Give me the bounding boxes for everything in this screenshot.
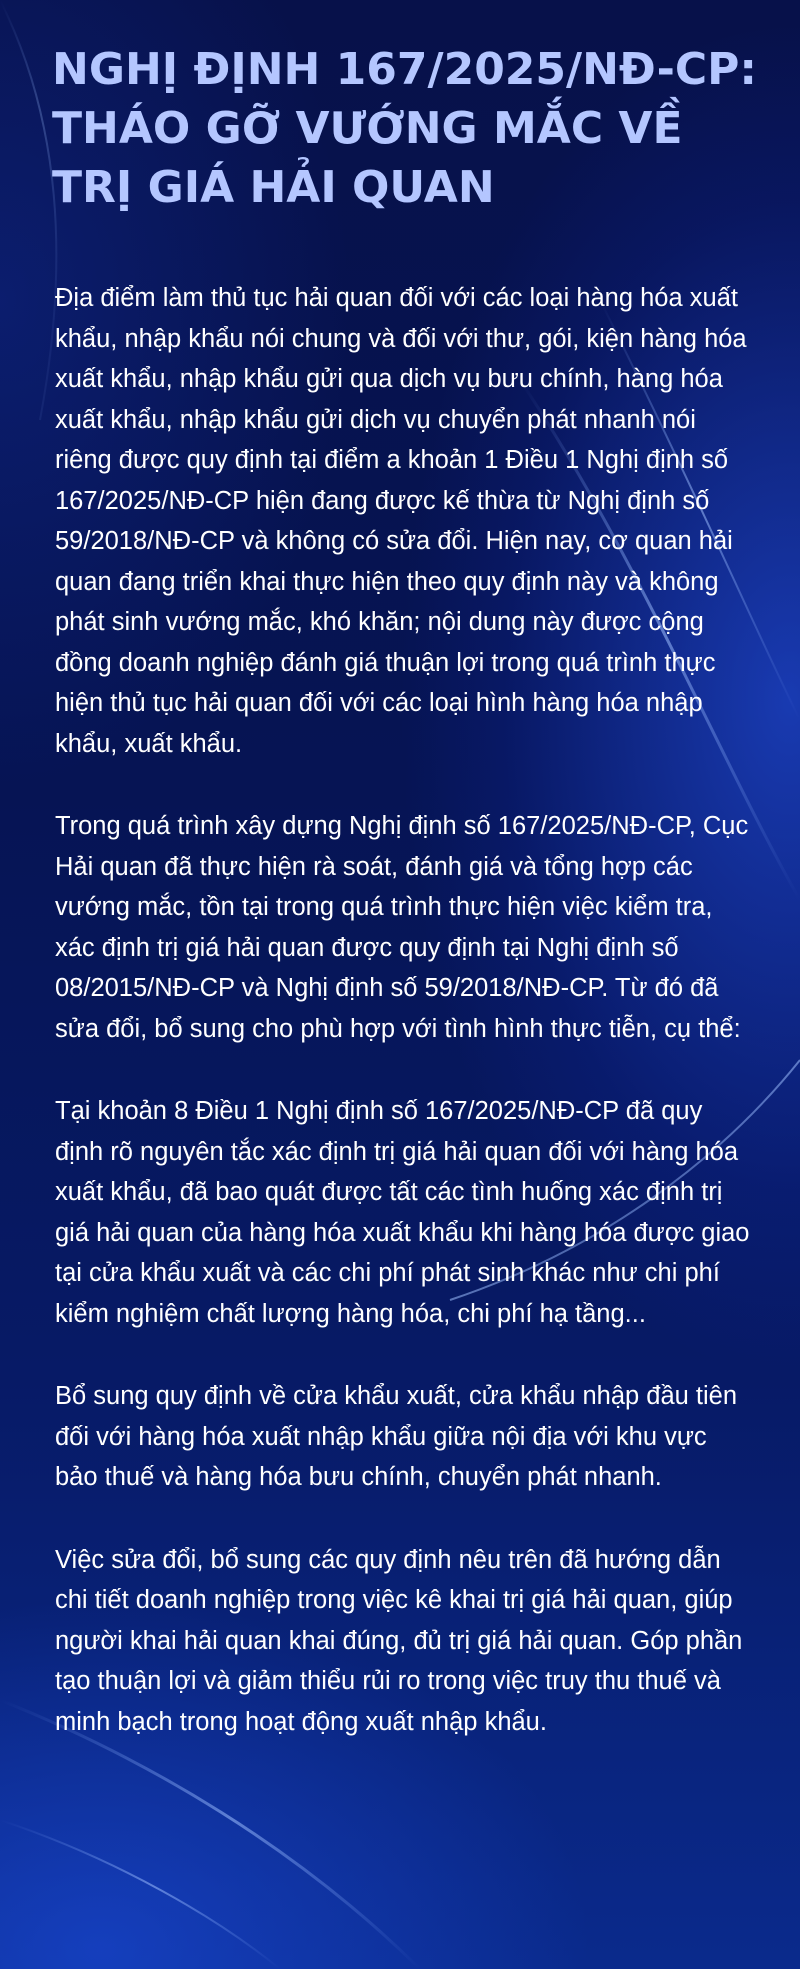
article-title: NGHỊ ĐỊNH 167/2025/NĐ-CP: THÁO GỠ VƯỚNG MẮC VỀ TRỊ GIÁ HẢI QUAN [52,44,758,213]
paragraph-3: Tại khoản 8 Điều 1 Nghị định số 167/2025/NĐ-CP đã quy định rõ nguyên tắc xác định trị giá hải quan đối với hàng hóa xuất khẩu, đã bao quát được tất các tình huống xác định trị giá hải quan của hàng hóa xuất khẩu khi hàng hóa được giao tại cửa khẩu xuất và các chi phí phát sinh khác như chi phí kiểm nghiệm chất lượng hàng hóa, chi phí hạ tầng... [55,1097,750,1328]
paragraph-2: Trong quá trình xây dựng Nghị định số 167/2025/NĐ-CP, Cục Hải quan đã thực hiện rà soát, đánh giá và tổng hợp các vướng mắc, tồn tại trong quá trình thực hiện việc kiểm tra, xác định trị giá hải quan được quy định tại Nghị định số 08/2015/NĐ-CP và Nghị định số 59/2018/NĐ-CP. Từ đó đã sửa đổi, bổ sung cho phù hợp với tình hình thực tiễn, cụ thể: [55,812,749,1043]
paragraph-5: Việc sửa đổi, bổ sung các quy định nêu trên đã hướng dẫn chi tiết doanh nghiệp trong việc kê khai trị giá hải quan, giúp người khai hải quan khai đúng, đủ trị giá hải quan. Góp phần tạo thuận lợi và giảm thiểu rủi ro trong việc truy thu thuế và minh bạch trong hoạt động xuất nhập khẩu. [55,1545,743,1736]
article-body [55,278,755,1784]
paragraph-1: Địa điểm làm thủ tục hải quan đối với các loại hàng hóa xuất khẩu, nhập khẩu nói chung và đối với thư, gói, kiện hàng hóa xuất khẩu, nhập khẩu gửi qua dịch vụ bưu chính, hàng hóa xuất khẩu, nhập khẩu gửi dịch vụ chuyển phát nhanh nói riêng được quy định tại điểm a khoản 1 Điều 1 Nghị định số 167/2025/NĐ-CP hiện đang được kế thừa từ Nghị định số 59/2018/NĐ-CP và không có sửa đổi. Hiện nay, cơ quan hải quan đang triển khai thực hiện theo quy định này và không phát sinh vướng mắc, khó khăn; nội dung này được cộng đồng doanh nghiệp đánh giá thuận lợi trong quá trình thực hiện thủ tục hải quan đối với các loại hình hàng hóa nhập khẩu, xuất khẩu. [55,284,747,758]
paragraph-4: Bổ sung quy định về cửa khẩu xuất, cửa khẩu nhập đầu tiên đối với hàng hóa xuất nhập khẩu giữa nội địa với khu vực bảo thuế và hàng hóa bưu chính, chuyển phát nhanh. [55,1382,738,1491]
